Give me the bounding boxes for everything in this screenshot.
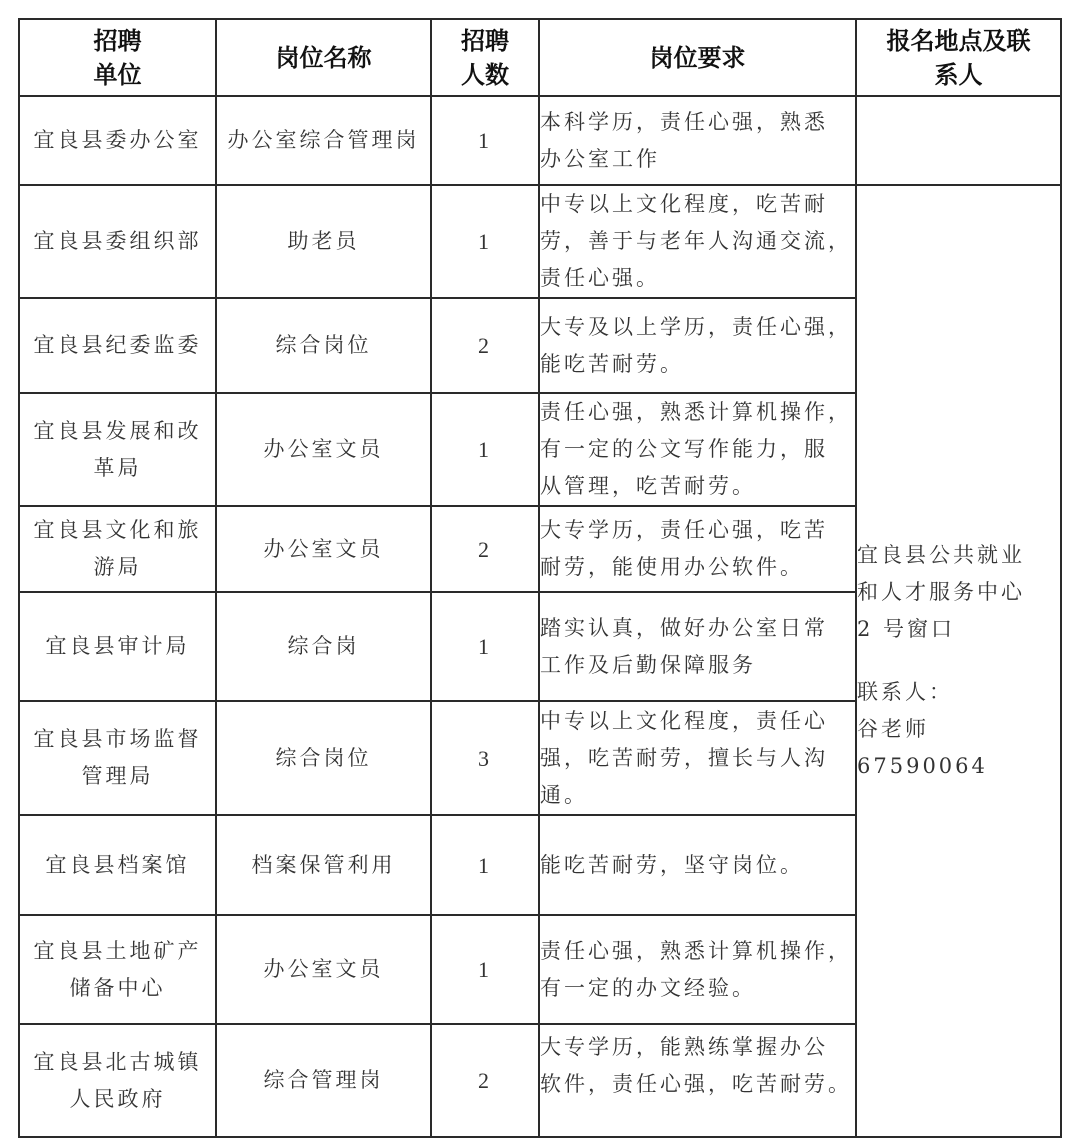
count-cell: 2 (431, 506, 539, 592)
contact-cell-empty (856, 96, 1061, 185)
position-cell: 办公室文员 (216, 915, 431, 1024)
unit-text: 革局 (93, 455, 142, 480)
unit-text: 宜良县审计局 (45, 634, 190, 658)
header-unit-line1: 招聘 (93, 25, 142, 55)
count-cell: 1 (431, 393, 539, 506)
requirements-cell (539, 393, 856, 506)
header-unit (19, 19, 216, 96)
contact-person: 谷老师 67590064 (857, 717, 988, 778)
header-contact-line1: 报名地点及联 (886, 25, 1031, 55)
position-cell: 办公室文员 (216, 393, 431, 506)
count-cell: 3 (431, 701, 539, 815)
position-cell: 办公室文员 (216, 506, 431, 592)
req-line: 劳，善于与老年人沟通交流， (540, 229, 852, 253)
req-line: 大专学历，能熟练掌握办公 (540, 1035, 828, 1059)
unit-text: 宜良县市场监督 (33, 727, 202, 751)
unit-text: 人民政府 (69, 1086, 166, 1111)
header-contact-line2: 系人 (934, 59, 983, 89)
req-line: 责任心强，熟悉计算机操作， (540, 938, 852, 963)
req-line: 有一定的办文经验。 (540, 975, 756, 1000)
position-cell: 综合管理岗 (216, 1024, 431, 1137)
req-line: 从管理，吃苦耐劳。 (540, 474, 756, 498)
req-line: 强，吃苦耐劳，擅长与人沟 (540, 745, 828, 770)
count-cell: 1 (431, 915, 539, 1024)
unit-cell (19, 185, 216, 298)
count-cell: 2 (431, 298, 539, 393)
contact-location-line: 和人才服务中心 (857, 580, 1025, 604)
contact-location-line: 2 号窗口 (857, 617, 956, 641)
req-line: 中专以上文化程度，责任心 (540, 708, 828, 733)
requirements-cell (539, 592, 856, 701)
contact-location-line: 宜良县公共就业 (857, 543, 1025, 567)
req-line: 软件，责任心强，吃苦耐劳。 (540, 1072, 852, 1096)
unit-text: 宜良县委组织部 (33, 229, 202, 253)
position-cell: 助老员 (216, 185, 431, 298)
unit-cell (19, 506, 216, 592)
unit-cell (19, 393, 216, 506)
header-row (19, 19, 1061, 96)
req-line: 责任心强。 (540, 266, 660, 290)
unit-text: 宜良县委办公室 (33, 128, 202, 152)
requirements-cell (539, 96, 856, 185)
unit-text: 宜良县纪委监委 (33, 333, 202, 357)
unit-text: 宜良县文化和旅 (33, 518, 202, 542)
position-cell: 档案保管利用 (216, 815, 431, 915)
count-cell: 1 (431, 592, 539, 701)
header-count (431, 19, 539, 96)
requirements-cell (539, 298, 856, 393)
unit-cell (19, 1024, 216, 1137)
count-cell: 1 (431, 815, 539, 915)
requirements-cell (539, 506, 856, 592)
req-line: 中专以上文化程度，吃苦耐 (540, 192, 828, 216)
header-unit-line2: 单位 (93, 59, 142, 89)
requirements-cell (539, 1024, 856, 1137)
req-line: 踏实认真，做好办公室日常 (540, 615, 828, 640)
unit-cell (19, 96, 216, 185)
header-requirements: 岗位要求 (539, 19, 856, 96)
req-line: 办公室工作 (540, 146, 660, 171)
req-line: 大专及以上学历，责任心强， (540, 314, 852, 339)
unit-text: 储备中心 (69, 975, 166, 1000)
requirements-cell (539, 915, 856, 1024)
unit-text: 宜良县土地矿产 (33, 938, 202, 963)
recruitment-table (18, 18, 1062, 1138)
contact-label: 联系人： (857, 680, 953, 704)
unit-cell (19, 701, 216, 815)
req-line: 本科学历，责任心强，熟悉 (540, 109, 828, 134)
unit-text: 管理局 (81, 764, 154, 788)
header-count-line1: 招聘 (461, 25, 509, 55)
header-contact (856, 19, 1061, 96)
req-line: 耐劳，能使用办公软件。 (540, 555, 804, 579)
position-cell: 综合岗位 (216, 701, 431, 815)
position-cell: 综合岗位 (216, 298, 431, 393)
unit-text: 宜良县档案馆 (45, 852, 190, 877)
position-cell: 办公室综合管理岗 (216, 96, 431, 185)
header-count-line2: 人数 (461, 59, 509, 89)
req-line: 能吃苦耐劳。 (540, 351, 684, 376)
unit-cell (19, 815, 216, 915)
unit-cell (19, 592, 216, 701)
unit-text: 游局 (93, 555, 142, 579)
req-line: 通。 (540, 782, 588, 807)
requirements-cell (539, 185, 856, 298)
unit-text: 宜良县北古城镇 (33, 1049, 202, 1074)
spacer (857, 648, 1060, 674)
table-row (19, 185, 1061, 298)
table-row (19, 96, 1061, 185)
requirements-cell (539, 815, 856, 915)
req-line: 大专学历，责任心强，吃苦 (540, 518, 828, 542)
unit-text: 宜良县发展和改 (33, 418, 202, 443)
req-line: 有一定的公文写作能力，服 (540, 437, 828, 461)
unit-cell (19, 915, 216, 1024)
req-line: 工作及后勤保障服务 (540, 652, 756, 677)
header-position: 岗位名称 (216, 19, 431, 96)
req-line: 责任心强，熟悉计算机操作， (540, 400, 852, 424)
contact-cell (856, 185, 1061, 1137)
unit-cell (19, 298, 216, 393)
requirements-cell (539, 701, 856, 815)
count-cell: 1 (431, 96, 539, 185)
req-line: 能吃苦耐劳，坚守岗位。 (540, 852, 804, 877)
count-cell: 1 (431, 185, 539, 298)
position-cell: 综合岗 (216, 592, 431, 701)
count-cell: 2 (431, 1024, 539, 1137)
